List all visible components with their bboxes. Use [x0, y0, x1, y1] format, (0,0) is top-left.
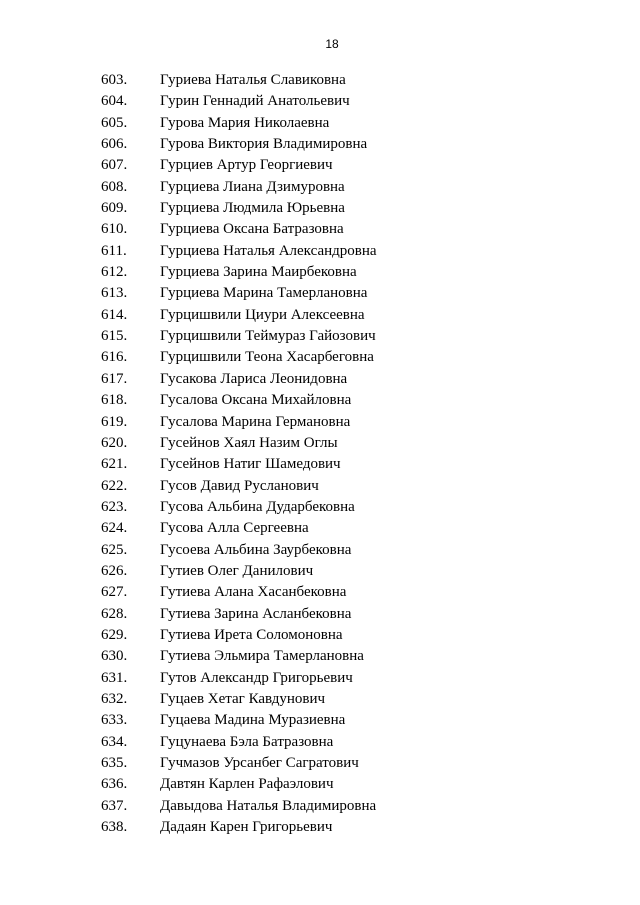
- entry-name: Гусалова Марина Германовна: [160, 413, 351, 430]
- list-item: [0, 710, 640, 731]
- entry-name: Гуцаев Хетаг Кавдунович: [160, 690, 326, 707]
- entry-name: Гусейнов Хаял Назим Оглы: [160, 434, 338, 451]
- entry-name: Гурова Мария Николаевна: [160, 114, 330, 131]
- entry-number: 635.: [101, 755, 128, 771]
- entry-name: Гурциева Оксана Батразовна: [160, 221, 344, 238]
- entry-name: Гурцишвили Циури Алексеевна: [160, 306, 365, 323]
- entry-name: Гурциева Марина Тамерлановна: [160, 285, 368, 302]
- entry-name: Давыдова Наталья Владимировна: [160, 797, 377, 814]
- entry-number: 621.: [101, 456, 128, 473]
- name-list: [0, 70, 640, 838]
- entry-number: 614.: [101, 306, 128, 323]
- entry-number: 637.: [101, 797, 128, 814]
- entry-number: 604.: [101, 93, 128, 110]
- entry-number: 609.: [101, 200, 128, 217]
- list-item: [0, 134, 640, 155]
- entry-name: Гуриева Наталья Славиковна: [160, 72, 346, 88]
- entry-number: 634.: [101, 733, 128, 750]
- list-item: [0, 412, 640, 433]
- entry-name: Гусакова Лариса Леонидовна: [160, 370, 348, 387]
- entry-name: Гурциева Людмила Юрьевна: [160, 200, 345, 217]
- list-item: [0, 646, 640, 667]
- entry-name: Гусоева Альбина Заурбековна: [160, 541, 352, 558]
- list-item: [0, 817, 640, 838]
- entry-name: Гуцунаева Бэла Батразовна: [160, 733, 334, 750]
- entry-number: 603.: [101, 72, 128, 88]
- list-item: [0, 454, 640, 475]
- entry-number: 611.: [101, 242, 127, 259]
- list-item: [0, 70, 640, 91]
- entry-number: 606.: [101, 136, 128, 153]
- entry-name: Гусейнов Натиг Шамедович: [160, 456, 341, 473]
- list-item: [0, 732, 640, 753]
- entry-number: 630.: [101, 648, 128, 665]
- entry-name: Гутиева Эльмира Тамерлановна: [160, 648, 364, 665]
- list-item: [0, 283, 640, 304]
- list-item: [0, 561, 640, 582]
- entry-name: Гусова Альбина Дударбековна: [160, 498, 355, 515]
- list-item: [0, 753, 640, 774]
- entry-name: Гурциев Артур Георгиевич: [160, 157, 333, 174]
- entry-name: Гучмазов Урсанбег Сагратович: [160, 755, 359, 771]
- list-item: [0, 497, 640, 518]
- entry-number: 627.: [101, 584, 128, 601]
- list-item: [0, 198, 640, 219]
- entry-number: 610.: [101, 221, 128, 238]
- list-item: [0, 476, 640, 497]
- entry-number: 628.: [101, 605, 128, 622]
- entry-number: 622.: [101, 477, 128, 494]
- entry-number: 605.: [101, 114, 128, 131]
- entry-number: 618.: [101, 392, 128, 409]
- entry-number: 638.: [101, 819, 128, 836]
- list-item: [0, 347, 640, 368]
- entry-number: 631.: [101, 669, 128, 686]
- entry-number: 612.: [101, 264, 128, 281]
- entry-number: 620.: [101, 434, 128, 451]
- list-item: [0, 540, 640, 561]
- list-item: [0, 155, 640, 176]
- list-item: [0, 796, 640, 817]
- entry-name: Гурцишвили Теона Хасарбеговна: [160, 349, 374, 366]
- list-item: [0, 433, 640, 454]
- entry-number: 623.: [101, 498, 128, 515]
- entry-number: 632.: [101, 690, 128, 707]
- entry-number: 629.: [101, 626, 128, 643]
- entry-number: 617.: [101, 370, 128, 387]
- list-item: [0, 241, 640, 262]
- list-item: [0, 689, 640, 710]
- entry-number: 619.: [101, 413, 128, 430]
- entry-name: Гурциева Наталья Александровна: [160, 242, 377, 259]
- list-item: [0, 113, 640, 134]
- list-item: [0, 604, 640, 625]
- entry-name: Давтян Карлен Рафаэлович: [160, 776, 334, 793]
- list-item: [0, 91, 640, 112]
- entry-name: Гурциева Зарина Маирбековна: [160, 264, 357, 281]
- entry-number: 616.: [101, 349, 128, 366]
- list-item: [0, 582, 640, 603]
- list-item: [0, 177, 640, 198]
- entry-number: 636.: [101, 776, 128, 793]
- entry-name: Гурцишвили Теймураз Гайозович: [160, 328, 376, 345]
- entry-number: 633.: [101, 712, 128, 729]
- entry-name: Гутов Александр Григорьевич: [160, 669, 353, 686]
- entry-number: 613.: [101, 285, 128, 302]
- entry-name: Гуцаева Мадина Муразиевна: [160, 712, 346, 729]
- entry-number: 625.: [101, 541, 128, 558]
- entry-number: 607.: [101, 157, 128, 174]
- page-number: 18: [325, 37, 339, 51]
- entry-name: Дадаян Карен Григорьевич: [160, 819, 333, 836]
- entry-name: Гурциева Лиана Дзимуровна: [160, 178, 345, 195]
- entry-name: Гутиева Алана Хасанбековна: [160, 584, 347, 601]
- list-item: [0, 668, 640, 689]
- list-item: [0, 518, 640, 539]
- entry-number: 615.: [101, 328, 128, 345]
- list-item: [0, 219, 640, 240]
- entry-name: Гусалова Оксана Михайловна: [160, 392, 352, 409]
- list-item: [0, 369, 640, 390]
- entry-name: Гурин Геннадий Анатольевич: [160, 93, 350, 110]
- entry-name: Гутиев Олег Данилович: [160, 562, 314, 579]
- list-item: [0, 305, 640, 326]
- list-item: [0, 326, 640, 347]
- list-item: [0, 390, 640, 411]
- list-item: [0, 625, 640, 646]
- entry-number: 624.: [101, 520, 128, 537]
- entry-name: Гутиева Ирета Соломоновна: [160, 626, 343, 643]
- list-item: [0, 262, 640, 283]
- entry-name: Гутиева Зарина Асланбековна: [160, 605, 352, 622]
- list-item: [0, 774, 640, 795]
- entry-name: Гусов Давид Русланович: [160, 477, 319, 494]
- entry-number: 626.: [101, 562, 128, 579]
- entry-name: Гурова Виктория Владимировна: [160, 136, 368, 153]
- entry-name: Гусова Алла Сергеевна: [160, 520, 309, 537]
- entry-number: 608.: [101, 178, 128, 195]
